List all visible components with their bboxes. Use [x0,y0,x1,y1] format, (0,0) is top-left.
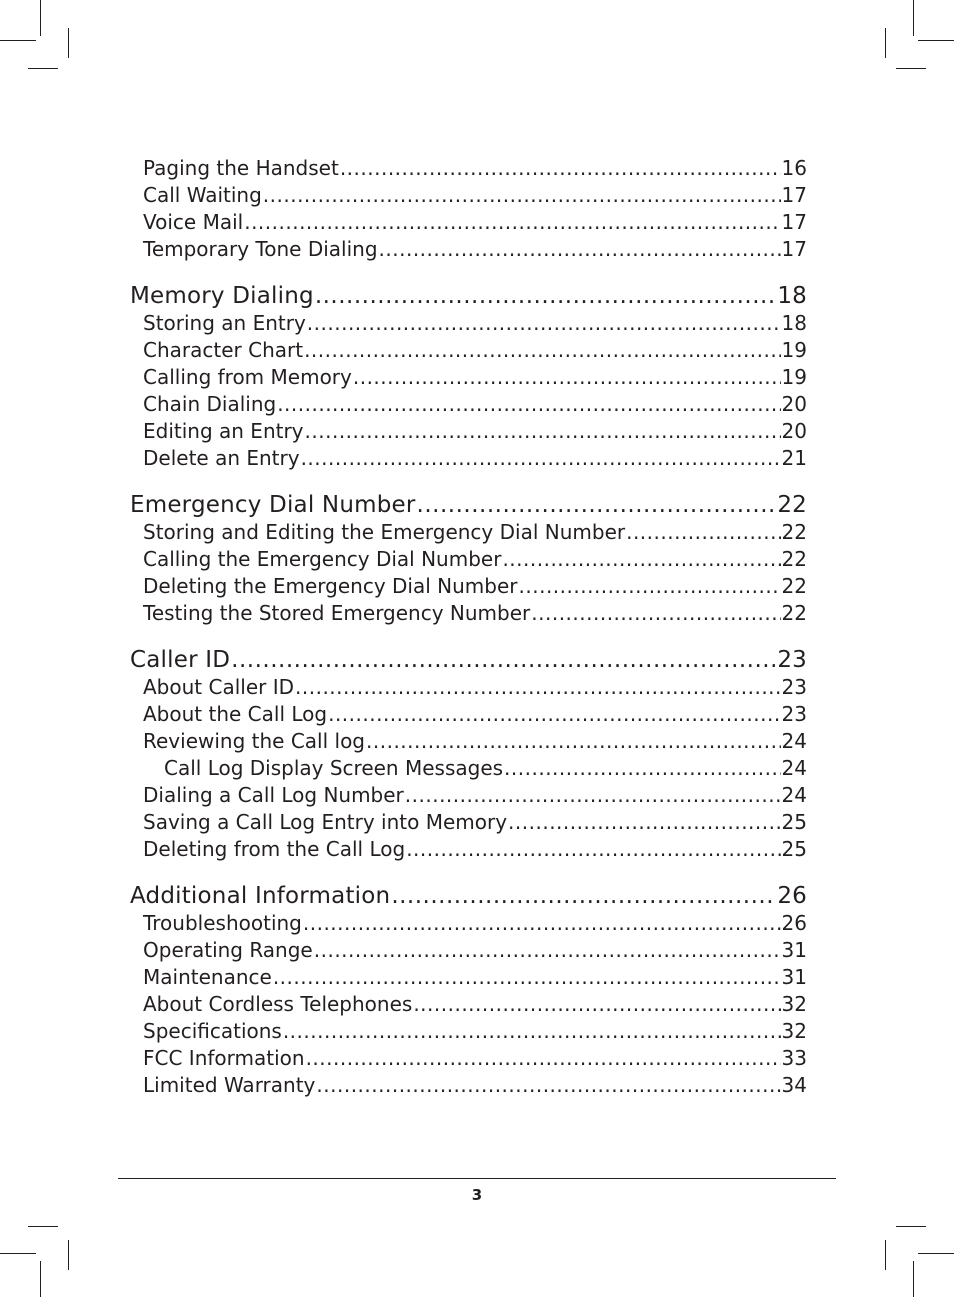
toc-entry-title: Operating Range [143,938,313,962]
toc-entry-page: 19 [781,338,807,362]
toc-entry-title: Call Log Display Screen Messages [164,756,504,780]
toc-entry-page: 24 [781,729,807,753]
dot-leader [314,937,781,964]
dot-leader [307,310,781,337]
dot-leader [413,991,780,1018]
crop-mark [40,1261,41,1297]
toc-section [130,882,807,1099]
toc-entry[interactable] [130,155,807,182]
toc-entry-page: 19 [781,365,807,389]
toc-entry-title: Call Waiting [143,183,262,207]
dot-leader [504,755,781,782]
toc-entry-title: About Caller ID [143,675,295,699]
toc-entry[interactable] [130,445,807,472]
toc-entry[interactable] [130,910,807,937]
toc-entry-title: Chain Dialing [143,392,277,416]
dot-leader [244,209,780,236]
toc-entry-title: Deleting the Emergency Dial Number [143,574,518,598]
crop-mark [28,68,58,69]
toc-entry[interactable] [130,310,807,337]
crop-mark [68,1240,69,1270]
dot-leader [406,836,780,863]
toc-entry-page: 31 [781,938,807,962]
toc-entry[interactable] [130,836,807,863]
toc-entry-page: 26 [781,911,807,935]
toc-entry[interactable] [130,337,807,364]
dot-leader [626,519,780,546]
dot-leader [283,1018,781,1045]
crop-mark [0,40,36,41]
toc-entry[interactable] [130,809,807,836]
crop-mark [28,1226,58,1227]
toc-entry[interactable] [130,364,807,391]
dot-leader [502,546,780,573]
dot-leader [531,600,780,627]
dot-leader [353,364,781,391]
toc-entry[interactable] [130,418,807,445]
toc-entry[interactable] [130,701,807,728]
dot-leader [295,674,781,701]
dot-leader [519,573,781,600]
toc-entry-title: FCC Information [143,1046,305,1070]
toc-entry-page: 16 [781,156,807,180]
toc-entry-page: 17 [781,237,807,261]
dot-leader [277,391,780,418]
toc-entry-title: Caller ID [130,647,231,673]
dot-leader [273,964,781,991]
toc-entry-page: 22 [777,492,807,518]
dot-leader [328,701,780,728]
toc-entry-page: 20 [781,419,807,443]
toc-entry[interactable] [130,1045,807,1072]
page-number: 3 [471,1186,483,1204]
toc-entry-page: 32 [781,1019,807,1043]
toc-entry-page: 18 [777,283,807,309]
footer-rule [118,1178,836,1179]
toc-entry[interactable] [130,1072,807,1099]
toc-entry[interactable] [130,391,807,418]
toc-entry[interactable] [130,728,807,755]
dot-leader [366,728,781,755]
toc-entry[interactable] [130,964,807,991]
toc-section-heading[interactable] [130,882,807,910]
toc-entry-page: 25 [781,810,807,834]
toc-entry-page: 20 [781,392,807,416]
toc-entry-title: Emergency Dial Number [130,492,416,518]
crop-mark [918,40,954,41]
toc-entry[interactable] [130,182,807,209]
toc-entry-page: 26 [777,883,807,909]
toc-entry-page: 22 [781,574,807,598]
toc-entry-title: Specifications [143,1019,282,1043]
toc-entry-title: Voice Mail [143,210,244,234]
toc-entry-title: Maintenance [143,965,272,989]
crop-mark [896,1226,926,1227]
toc-entry-title: Testing the Stored Emergency Number [143,601,531,625]
toc-entry-page: 17 [781,183,807,207]
toc-entry-page: 21 [781,446,807,470]
toc-entry[interactable] [130,674,807,701]
toc-section [130,491,807,627]
toc-entry-page: 23 [777,647,807,673]
crop-mark [68,28,69,58]
toc-entry-title: Troubleshooting [143,911,302,935]
toc-entry-page: 18 [781,311,807,335]
toc-entry-page: 32 [781,992,807,1016]
toc-section [130,646,807,863]
crop-mark [918,1253,954,1254]
toc-entry-page: 23 [781,702,807,726]
toc-entry-title: Calling from Memory [143,365,352,389]
toc-entry[interactable] [130,937,807,964]
toc-entry-title: Dialing a Call Log Number [143,783,404,807]
toc-entry-title: Paging the Handset [143,156,339,180]
dot-leader [316,1072,780,1099]
dot-leader [263,182,781,209]
toc-entry-title: Temporary Tone Dialing [143,237,378,261]
dot-leader [417,491,777,519]
toc-entry-title: Storing and Editing the Emergency Dial Number [143,520,626,544]
toc-entry-title: About Cordless Telephones [143,992,413,1016]
toc-entry[interactable] [130,519,807,546]
toc-entry-title: Delete an Entry [143,446,300,470]
toc-entry[interactable] [130,573,807,600]
toc-entry-page: 24 [781,756,807,780]
dot-leader [231,646,776,674]
toc-entry-page: 34 [781,1073,807,1097]
toc-entry[interactable] [130,236,807,263]
toc-entry-page: 33 [781,1046,807,1070]
toc-entry-title: Reviewing the Call log [143,729,366,753]
toc-entry-title: Editing an Entry [143,419,304,443]
toc-entry-title: Memory Dialing [130,283,314,309]
table-of-contents [130,155,807,1118]
toc-entry-title: Saving a Call Log Entry into Memory [143,810,508,834]
toc-entry-page: 22 [781,547,807,571]
toc-entry[interactable] [130,600,807,627]
toc-entry[interactable] [130,991,807,1018]
toc-entry[interactable] [130,782,807,809]
dot-leader [405,782,781,809]
toc-entry-title: Character Chart [143,338,304,362]
toc-entry[interactable] [130,546,807,573]
crop-mark [896,68,926,69]
toc-entry-title: Additional Information [130,883,391,909]
toc-entry-page: 22 [781,601,807,625]
crop-mark [885,28,886,58]
toc-entry-page: 25 [781,837,807,861]
toc-entry-page: 17 [781,210,807,234]
dot-leader [391,882,776,910]
toc-entry-title: Limited Warranty [143,1073,316,1097]
toc-section-heading[interactable] [130,491,807,519]
dot-leader [315,282,777,310]
toc-entry-title: About the Call Log [143,702,328,726]
dot-leader [306,1045,781,1072]
toc-entry-title: Storing an Entry [143,311,306,335]
crop-mark [913,0,914,36]
toc-entry-page: 31 [781,965,807,989]
dot-leader [301,445,781,472]
toc-entry-title: Calling the Emergency Dial Number [143,547,502,571]
toc-entry-page: 24 [781,783,807,807]
toc-entry-page: 23 [781,675,807,699]
toc-section [130,282,807,472]
dot-leader [305,418,781,445]
toc-entry[interactable] [130,755,807,782]
crop-mark [40,0,41,36]
dot-leader [340,155,781,182]
toc-section [130,155,807,263]
toc-section-heading[interactable] [130,646,807,674]
dot-leader [303,910,781,937]
crop-mark [913,1261,914,1297]
toc-entry[interactable] [130,209,807,236]
dot-leader [304,337,780,364]
toc-entry-page: 22 [781,520,807,544]
dot-leader [379,236,781,263]
crop-mark [0,1253,36,1254]
toc-entry[interactable] [130,1018,807,1045]
toc-section-heading[interactable] [130,282,807,310]
dot-leader [508,809,781,836]
crop-mark [885,1240,886,1270]
toc-entry-title: Deleting from the Call Log [143,837,406,861]
